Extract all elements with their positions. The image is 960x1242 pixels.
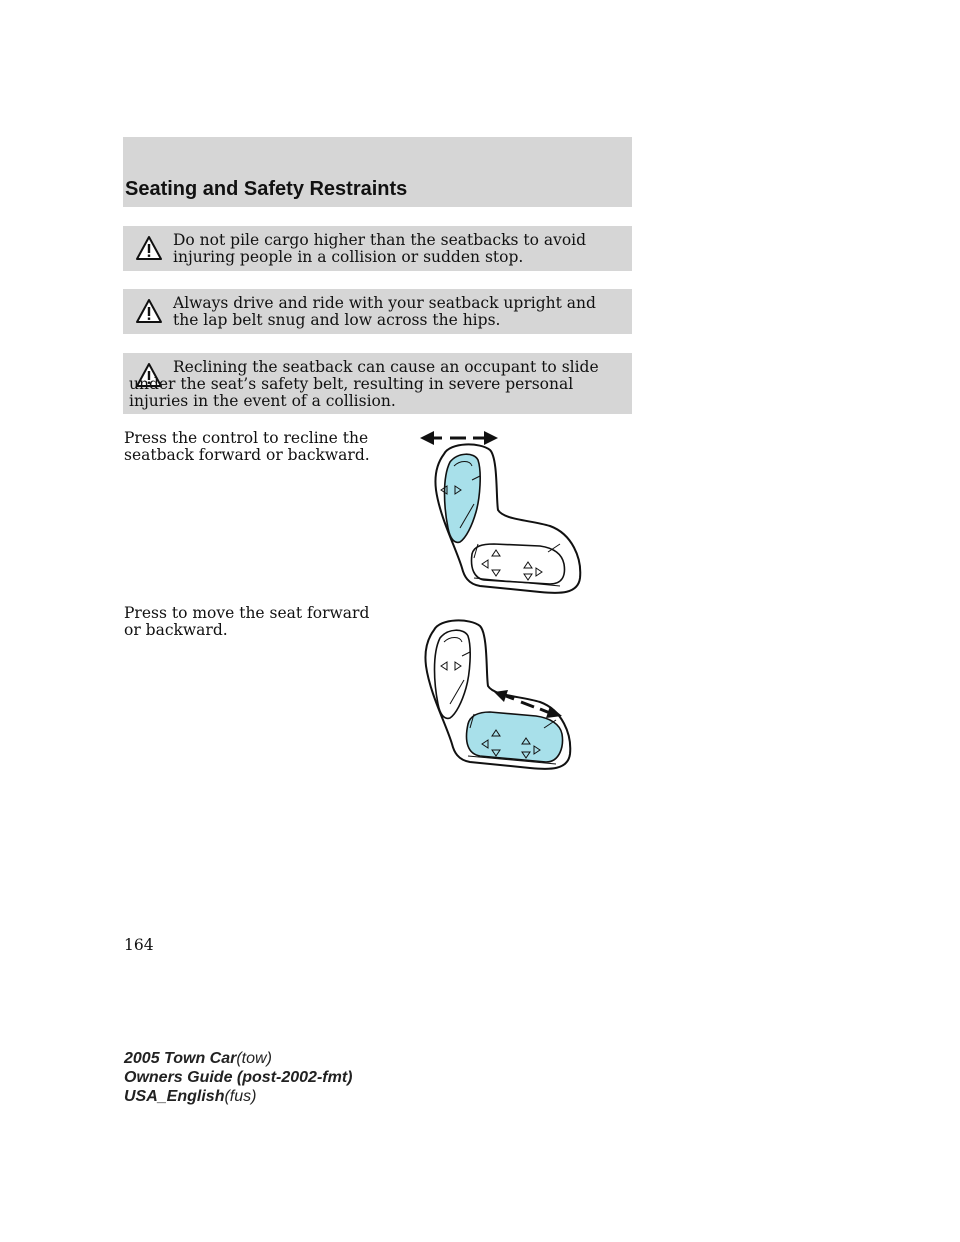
instruction-recline: Press the control to recline the seatback forward or backward. — [124, 429, 370, 464]
warning-box — [123, 353, 632, 414]
horizontal-arrow-icon — [420, 431, 498, 445]
warning-text: Do not pile cargo higher than the seatbacks to avoid injuring people in a collision or sudden stop. — [173, 231, 587, 266]
seatback-control-illustration — [410, 428, 590, 600]
footer — [124, 1049, 352, 1106]
footer-line-1: 2005 Town Car(tow) — [124, 1050, 272, 1067]
footer-line-3: USA_English(fus) — [124, 1088, 257, 1105]
warning-text: Reclining the seatback can cause an occupant to slide under the seat’s safety belt, resulting in severe personal injuries in the event of a collision. — [129, 358, 599, 410]
warning-box — [123, 289, 632, 334]
warning-box — [123, 226, 632, 271]
instruction-move-seat: Press to move the seat forward or backward. — [124, 604, 370, 639]
warning-triangle-icon — [135, 298, 163, 324]
page-number: 164 — [124, 936, 154, 954]
footer-line-2: Owners Guide (post-2002-fmt) — [124, 1069, 353, 1086]
warning-triangle-icon — [135, 235, 163, 261]
section-title: Seating and Safety Restraints — [125, 178, 408, 200]
seat-track-control-illustration — [410, 616, 590, 778]
warning-text: Always drive and ride with your seatback upright and the lap belt snug and low across the hips. — [173, 294, 596, 329]
